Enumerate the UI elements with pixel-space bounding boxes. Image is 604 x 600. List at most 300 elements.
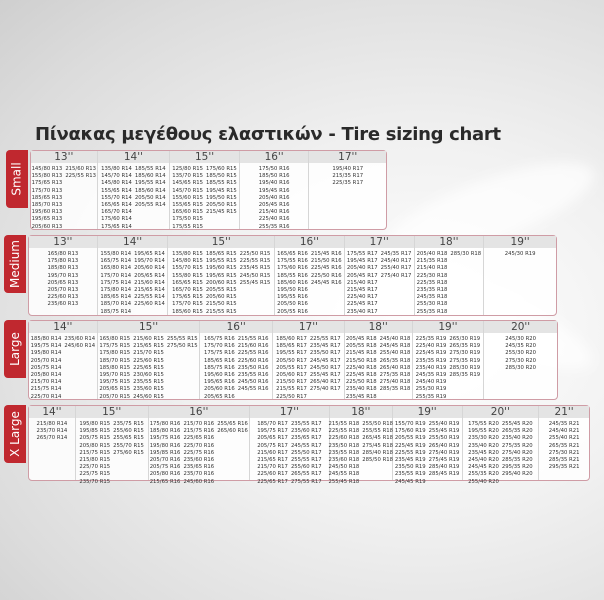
tire-size: 225/35 R17 [332,180,364,187]
tire-size: 285/45 R19 [428,471,460,478]
tire-size: 205/60 R16 [203,386,235,393]
tire-size: 175/70 R16 [203,343,235,350]
rim-size-column [413,321,485,399]
tire-size: 175/50 R15 [172,216,204,223]
rim-size-header: 14'' [98,151,170,163]
tire-size: 165/65 R14 [101,202,132,209]
tire-size: 225/55 R13 [65,173,97,180]
tire-size: 205/40 R18 [416,251,448,257]
tire-size: 265/45 R18 [362,435,394,442]
tire-size: 205/80 R14 [30,372,62,379]
tire-size: 175/70 R15 [172,301,203,308]
tire-size: 205/60 R13 [31,223,63,230]
tire-size: 185/55 R14 [134,166,166,172]
tire-size: 235/50 R18 [328,442,360,449]
tire-size: 275/60 R15 [113,449,144,456]
tire-size: 205/70 R16 [149,457,181,464]
rim-size-column [168,236,275,315]
tire-size: 245/45 R19 [394,478,426,485]
tire-size: 205/75 R16 [149,464,181,471]
rim-size-header: 15'' [98,321,200,333]
tire-size: 195/80 R15 [79,421,111,427]
size-category-label: Small [10,162,25,196]
rim-size-column [275,236,345,315]
rim-size-column [98,151,171,229]
tire-size: 245/35 R20 [505,343,537,350]
tire-size: 125/80 R15 [172,166,204,172]
tire-size: 225/60 R13 [47,294,79,301]
tire-size: 275/40 R20 [501,449,533,456]
rim-size-column [393,406,463,485]
tire-size: 165/70 R15 [172,287,203,294]
rim-size-header: 16'' [275,236,344,248]
tire-size: 165/60 R15 [172,209,204,216]
tire-size: 175/70 R14 [100,272,132,279]
tire-size: 235/45 R20 [468,449,499,456]
tire-size: 195/85 R15 [79,428,111,435]
tire-size: 255/30 R18 [416,301,448,308]
tire-size: 155/65 R14 [101,187,132,194]
tire-size: 185/70 R14 [100,301,132,308]
size-category-tab [4,405,26,463]
rim-size-column [149,406,251,485]
tire-size: 255/50 R18 [362,421,394,427]
tire-size: 235/60 R16 [183,457,215,464]
tire-size: 215/75 R14 [30,386,62,393]
tire-size: 245/45 R17 [309,357,341,364]
tire-size: 295/35 R20 [501,464,533,471]
tire-size: 195/40 R16 [258,180,290,187]
tire-size: 235/50 R16 [237,364,269,371]
tire-size: 165/80 R15 [99,336,131,342]
tire-size: 205/55 R14 [134,202,166,209]
tire-size: 235/70 R14 [36,428,68,435]
size-table [28,320,558,400]
tire-size: 195/45 R16 [258,187,290,194]
tire-size: 185/65 R14 [100,294,132,301]
tire-size: 205/75 R14 [30,364,62,371]
tire-size: 155/70 R14 [101,194,132,201]
section-medium [8,235,557,316]
tire-size: 195/45 R17 [346,258,378,265]
tire-size: 255/65 R16 [217,421,248,427]
rim-size-header: 19'' [413,321,484,333]
tire-size: 205/55 R17 [276,364,307,371]
tire-size: 195/45 R15 [206,187,237,194]
tire-size: 145/80 R15 [172,258,203,265]
tire-size: 235/75 R15 [113,421,144,427]
tire-size: 205/50 R16 [277,301,308,308]
tire-size: 155/70 R15 [172,265,203,272]
tire-size: 185/70 R13 [31,202,63,209]
tire-size: 215/45 R18 [345,350,377,357]
rim-size-header: 15'' [76,406,148,418]
tire-size: 185/80 R14 [30,336,62,342]
tire-size: 165/75 R14 [100,258,132,265]
rim-size-column [345,321,413,399]
tire-size: 185/60 R17 [276,336,307,342]
rim-size-column [273,321,345,399]
tire-size: 265/40 R17 [309,379,341,386]
tire-size: 225/50 R16 [310,272,342,279]
tire-size: 175/75 R14 [100,279,132,286]
tire-size: 145/65 R15 [172,180,204,187]
tire-size: 225/45 R18 [345,372,377,379]
tire-size: 245/50 R16 [237,379,269,386]
tire-size: 205/70 R15 [99,393,131,400]
tire-size: 195/75 R15 [99,379,131,386]
tire-size: 225/35 R19 [415,336,447,342]
rim-size-header: 20'' [484,321,557,333]
rim-size-header: 17'' [309,151,386,163]
tire-size: 285/35 R20 [501,457,533,464]
rim-size-header: 19'' [393,406,462,418]
tire-size: 265/35 R18 [379,357,411,364]
tire-size: 230/60 R15 [133,372,164,379]
rim-size-column [76,406,149,485]
tire-size: 215/65 R15 [133,343,164,350]
tire-size: 265/70 R14 [36,435,68,442]
tire-size: 185/60 R14 [134,187,166,194]
tire-size: 255/45 R18 [328,478,360,485]
tire-size: 235/45 R15 [239,265,271,272]
tire-size: 185/80 R16 [149,428,181,435]
tire-size: 225/70 R14 [30,393,62,400]
tire-size: 225/60 R16 [237,357,269,364]
tire-size: 215/60 R17 [257,449,288,456]
tire-size: 215/70 R15 [133,350,164,357]
rim-size-column [463,406,540,485]
tire-size: 265/40 R18 [379,364,411,371]
tire-size: 235/55 R15 [133,379,164,386]
tire-size: 185/75 R16 [203,364,235,371]
tire-size: 195/60 R16 [203,372,235,379]
tire-size: 245/60 R14 [64,343,96,350]
tire-size: 205/50 R17 [276,357,307,364]
tire-size: 255/45 R20 [501,421,533,427]
tire-size: 205/45 R16 [258,202,290,209]
tire-size: 285/30 R18 [450,251,482,257]
tire-size: 135/70 R15 [172,173,204,180]
tire-size: 245/60 R16 [183,478,215,485]
tire-size: 245/35 R17 [380,251,412,257]
tire-size: 285/50 R18 [362,457,394,464]
rim-size-header: 18'' [345,321,412,333]
tire-size: 165/80 R14 [100,265,132,272]
rim-size-column [345,236,415,315]
tire-size: 295/40 R20 [501,471,533,478]
tire-size: 285/30 R20 [505,364,537,371]
tire-size: 215/60 R14 [134,279,165,286]
rim-size-column [309,151,386,229]
tire-size: 215/65 R17 [257,457,288,464]
tire-size: 295/35 R21 [548,464,580,471]
tire-size: 155/70 R19 [394,421,426,427]
tire-size: 225/50 R17 [276,393,307,400]
tire-size: 285/30 R19 [449,364,481,371]
tire-size: 205/45 R18 [345,336,377,342]
tire-size: 255/30 R20 [505,350,537,357]
tire-size: 235/30 R20 [468,435,499,442]
tire-size: 225/40 R18 [345,364,377,371]
tire-size: 205/75 R17 [257,442,288,449]
tire-size: 255/40 R18 [379,350,411,357]
tire-size: 235/50 R17 [309,350,341,357]
tire-size: 185/55 R15 [206,180,237,187]
tire-size: 155/65 R15 [172,202,204,209]
tire-size: 225/65 R16 [183,435,215,442]
size-category-label: X Large [8,411,23,457]
tire-size: 195/65 R13 [31,216,63,223]
tire-size: 225/30 R18 [416,272,448,279]
tire-size: 215/70 R14 [30,379,62,386]
tire-size: 225/40 R17 [346,294,378,301]
tire-size: 245/40 R17 [380,258,412,265]
tire-size: 225/60 R18 [328,435,360,442]
tire-size: 275/40 R19 [428,449,460,456]
tire-size: 165/75 R16 [203,336,235,342]
tire-size: 285/35 R19 [449,372,481,379]
tire-size: 205/55 R15 [205,287,237,294]
tire-size: 185/60 R14 [134,173,166,180]
tire-size: 225/60 R15 [133,357,164,364]
tire-size: 245/40 R20 [468,457,499,464]
tire-size: 255/55 R15 [166,336,198,342]
tire-size: 225/60 R14 [134,301,165,308]
tire-size: 235/65 R16 [183,464,215,471]
tire-size: 255/50 R19 [428,435,460,442]
rim-size-header: 16'' [149,406,250,418]
tire-size: 285/35 R18 [379,386,411,393]
tire-size: 275/35 R20 [501,442,533,449]
tire-size: 235/70 R16 [183,471,215,478]
tire-size: 275/30 R21 [548,449,580,456]
rim-size-column [415,236,485,315]
tire-size: 245/40 R19 [415,379,447,386]
tire-size: 225/70 R16 [183,442,215,449]
tire-size: 255/35 R19 [415,393,447,400]
tire-size: 265/55 R17 [290,471,322,478]
tire-size: 205/40 R17 [346,265,378,272]
tire-size: 255/40 R19 [428,421,460,427]
tire-size: 255/70 R15 [113,442,144,449]
tire-size: 245/40 R18 [379,336,411,342]
rim-size-column [484,236,556,315]
tire-size: 235/40 R20 [501,435,533,442]
tire-size: 255/35 R20 [468,471,499,478]
tire-size: 205/55 R18 [345,343,377,350]
tire-size: 175/80 R14 [100,287,132,294]
tire-size: 195/55 R16 [277,294,308,301]
tire-size: 215/50 R16 [310,258,342,265]
tire-size: 225/45 R19 [394,442,426,449]
tire-size: 205/50 R15 [206,202,237,209]
tire-size: 215/50 R15 [205,301,237,308]
tire-size: 235/55 R18 [328,449,360,456]
tire-size: 245/45 R16 [310,279,342,286]
tire-size: 215/50 R17 [276,379,307,386]
tire-size: 275/50 R15 [166,343,198,350]
tire-size: 235/35 R18 [416,287,448,294]
tire-size: 225/55 R14 [134,294,165,301]
tire-size: 185/75 R14 [100,308,132,315]
rim-size-header: 14'' [29,321,97,333]
tire-size: 215/35 R17 [332,173,364,180]
tire-size: 175/55 R16 [277,258,308,265]
tire-size: 225/45 R19 [415,350,447,357]
section-large [8,320,558,400]
tire-size: 215/55 R17 [276,386,307,393]
tire-size: 195/40 R17 [332,166,364,172]
tire-size: 225/40 R19 [415,343,447,350]
tire-size: 245/55 R16 [237,386,269,393]
tire-size: 245/55 R18 [328,471,360,478]
tire-size: 265/35 R19 [449,343,481,350]
tire-size: 225/65 R17 [257,478,288,485]
tire-size: 235/60 R15 [133,386,164,393]
tire-size: 235/70 R15 [79,478,111,485]
tire-size: 195/55 R17 [276,350,307,357]
tire-size: 205/55 R16 [277,308,308,315]
size-category-tab [4,320,26,378]
tire-size: 175/55 R17 [346,251,378,257]
tire-size: 215/80 R15 [79,457,111,464]
tire-size: 185/60 R15 [172,308,203,315]
tire-size: 175/80 R16 [149,421,181,427]
tire-size: 215/45 R15 [206,209,237,216]
tire-size: 155/80 R14 [100,251,132,257]
tire-size: 275/40 R18 [379,379,411,386]
tire-size: 185/60 R16 [277,279,308,286]
tire-size: 275/45 R19 [428,457,460,464]
tire-size: 175/65 R14 [101,223,132,230]
tire-size: 255/65 R15 [113,435,144,442]
tire-size: 215/50 R18 [345,357,377,364]
rim-size-column [29,406,76,480]
tire-size: 225/55 R17 [309,336,341,342]
tire-size: 245/30 R19 [504,251,536,257]
tire-size: 195/70 R14 [134,258,165,265]
rim-size-header: 17'' [345,236,414,248]
section-x-large [8,405,590,485]
tire-size: 255/45 R15 [239,279,271,286]
tire-size: 225/50 R18 [345,379,377,386]
tire-size: 185/80 R15 [99,364,131,371]
tire-size: 205/45 R17 [346,272,378,279]
tire-size: 235/60 R18 [328,457,360,464]
rim-size-column [29,321,98,399]
tire-size: 235/45 R17 [309,343,341,350]
tire-size: 225/60 R17 [257,471,288,478]
tire-size: 200/60 R15 [205,279,237,286]
tire-size: 245/50 R15 [239,272,271,279]
rim-size-header: 15'' [168,236,274,248]
tire-size: 195/65 R14 [134,251,165,257]
tire-size: 205/65 R14 [134,272,165,279]
tire-size: 175/80 R15 [99,350,131,357]
rim-size-column [240,151,310,229]
tire-size: 195/75 R14 [30,343,62,350]
tire-size: 245/55 R17 [290,442,322,449]
tire-size: 175/80 R13 [47,258,79,265]
rim-size-column [250,406,330,485]
tire-size: 165/80 R13 [47,251,79,257]
tire-size: 245/35 R18 [416,294,448,301]
tire-size: 205/70 R13 [47,287,79,294]
rim-size-header: 17'' [250,406,329,418]
tire-size: 145/80 R13 [31,166,63,172]
rim-size-header: 16'' [200,321,272,333]
tire-size: 205/55 R19 [394,435,426,442]
rim-size-header: 15'' [170,151,239,163]
tire-size: 175/75 R15 [99,343,131,350]
tire-size: 215/60 R15 [133,336,164,342]
tire-size: 215/80 R14 [36,421,68,427]
tire-size: 215/55 R15 [205,308,237,315]
rim-size-header: 21'' [539,406,589,418]
tire-size: 255/40 R20 [468,478,499,485]
rim-size-column [29,236,98,315]
tire-size: 215/60 R16 [237,343,269,350]
tire-size: 215/45 R16 [310,251,342,257]
tire-size: 255/50 R17 [290,449,322,456]
tire-size: 245/45 R20 [468,464,499,471]
tire-size: 195/55 R15 [205,258,237,265]
rim-size-column [170,151,240,229]
tire-size: 195/70 R15 [99,372,131,379]
rim-size-column [200,321,273,399]
tire-size: 275/55 R17 [290,478,322,485]
tire-size: 205/65 R13 [47,279,79,286]
tire-size: 195/50 R15 [206,194,237,201]
tire-size: 185/80 R13 [47,265,79,272]
rim-size-column [484,321,557,399]
tire-size: 185/65 R16 [203,357,235,364]
tire-size: 235/40 R17 [346,308,378,315]
tire-size: 205/80 R16 [149,471,181,478]
tire-size: 265/60 R16 [217,428,248,435]
tire-size: 215/70 R17 [257,464,288,471]
tire-size: 265/40 R19 [428,442,460,449]
tire-size: 225/55 R15 [239,258,271,265]
tire-size: 155/80 R13 [31,173,63,180]
tire-size: 185/50 R15 [206,173,237,180]
tire-size: 175/55 R20 [468,421,499,427]
rim-size-column [98,321,201,399]
tire-size: 215/75 R16 [183,428,215,435]
rim-size-header: 17'' [273,321,344,333]
size-table [28,235,557,316]
tire-size: 145/70 R15 [172,187,204,194]
size-category-tab [6,150,28,208]
tire-size: 205/75 R15 [79,435,111,442]
tire-size: 245/50 R18 [328,464,360,471]
tire-size: 205/80 R15 [79,442,111,449]
size-category-label: Large [8,332,23,366]
tire-size: 245/30 R20 [505,336,537,342]
tire-size: 145/70 R14 [101,173,132,180]
tire-size: 205/60 R15 [205,294,237,301]
tire-size: 225/35 R18 [416,279,448,286]
tire-size: 225/75 R16 [183,449,215,456]
tire-size: 275/40 R17 [309,386,341,393]
tire-size: 275/45 R18 [362,442,394,449]
tire-size: 235/55 R19 [394,471,426,478]
tire-size: 155/60 R15 [172,194,204,201]
tire-size: 175/75 R16 [203,350,235,357]
tire-size: 285/40 R18 [362,449,394,456]
tire-size: 245/45 R18 [379,343,411,350]
